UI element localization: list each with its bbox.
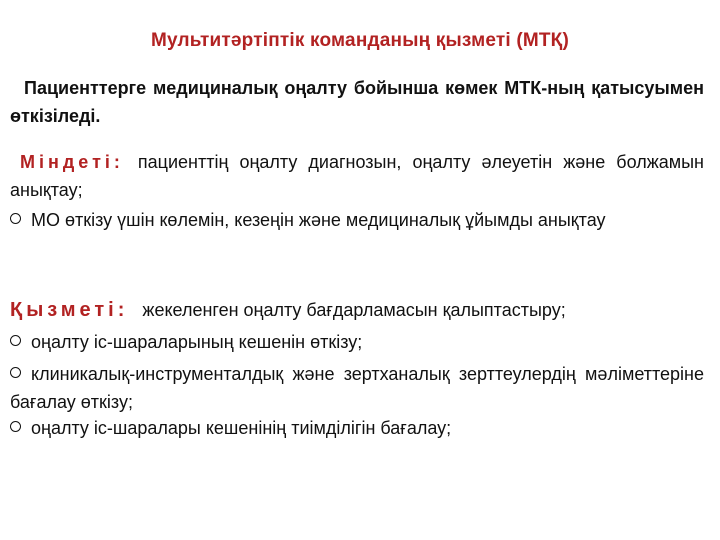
duties-label: Міндеті: <box>20 152 124 172</box>
functions-bullet-item <box>10 328 704 356</box>
functions-label: Қызметі: <box>10 299 129 321</box>
functions-intro-text: жекеленген оңалту бағдарламасын қалыптастыру; <box>142 300 566 320</box>
functions-paragraph <box>10 296 704 324</box>
duties-paragraph <box>10 148 704 204</box>
duties-item-1: пациенттің оңалту диагнозын, оңалту әлеуетін және болжамын анықтау; <box>10 152 704 200</box>
duties-bullet-item <box>10 206 704 234</box>
functions-bullet-item <box>10 360 704 416</box>
bullet-icon <box>10 367 21 378</box>
bullet-icon <box>10 421 21 432</box>
functions-item-1: оңалту іс-шараларының кешенін өткізу; <box>31 332 363 352</box>
functions-bullet-item <box>10 414 704 442</box>
duties-item-2: МО өткізу үшін көлемін, кезеңін және медициналық ұйымды анықтау <box>31 210 606 230</box>
bullet-icon <box>10 213 21 224</box>
functions-item-2: клиникалық-инструменталдық және зертханалық зерттеулердің мәліметтеріне бағалау өткізу; <box>10 364 704 412</box>
intro-paragraph: Пациенттерге медициналық оңалту бойынша көмек МТК-ның қатысуымен өткізіледі. <box>10 78 704 126</box>
slide-title: Мультитәртіптік команданың қызметі (МТҚ) <box>150 30 570 51</box>
functions-item-3: оңалту іс-шаралары кешенінің тиімділігін бағалау; <box>31 418 452 438</box>
bullet-icon <box>10 335 21 346</box>
